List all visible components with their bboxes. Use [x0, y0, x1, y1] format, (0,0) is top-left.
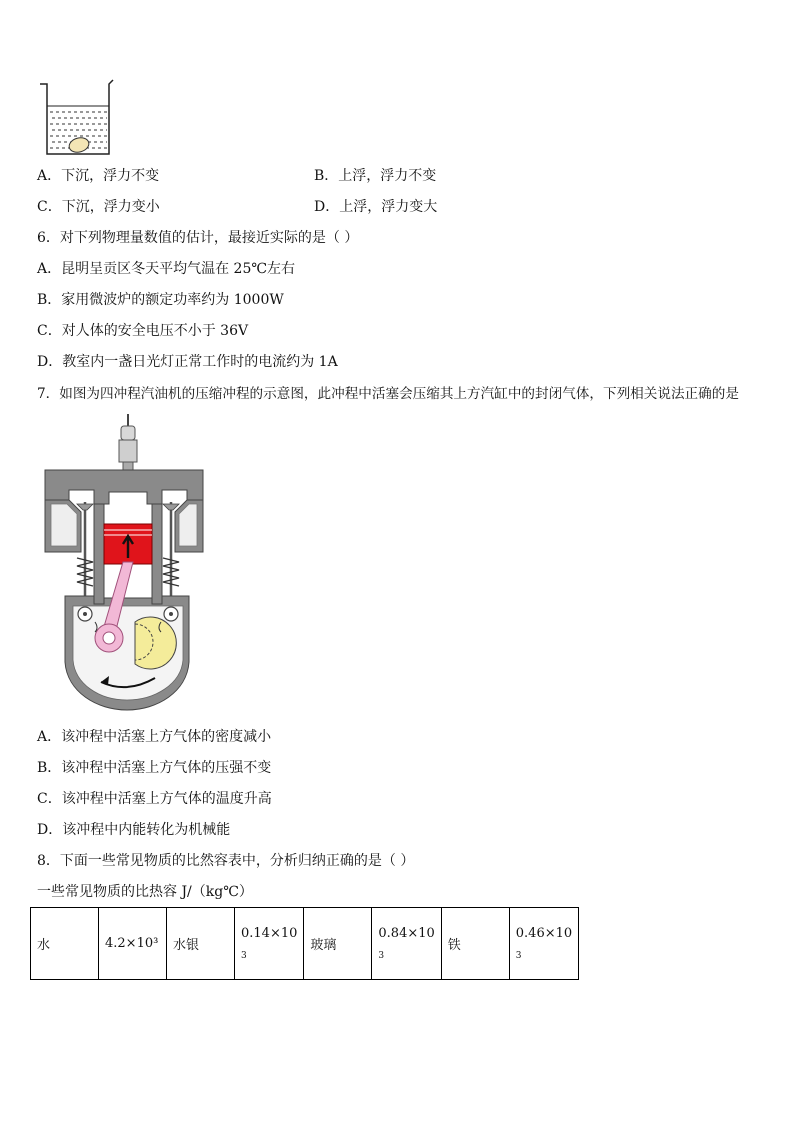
q8-stem: 8．下面一些常见物质的比然容表中，分析归纳正确的是（ ）: [37, 853, 415, 869]
q7-stem: 7．如图为四冲程汽油机的压缩冲程的示意图，此冲程中活塞会压缩其上方汽缸中的封闭气体，下列相关说法正确的是: [37, 386, 739, 402]
table-cell-name: 水: [31, 908, 99, 980]
table-cell-value: [372, 908, 441, 980]
q5-option-c: C．下沉，浮力变小: [37, 199, 160, 215]
q7-option-b: B．该冲程中活塞上方气体的压强不变: [37, 760, 272, 776]
table-cell-value: [235, 908, 304, 980]
q7-option-d: D．该冲程中内能转化为机械能: [37, 822, 231, 838]
q7-option-c: C．该冲程中活塞上方气体的温度升高: [37, 791, 272, 807]
q5-option-b: B．上浮，浮力不变: [314, 168, 437, 184]
table-row: [31, 908, 579, 980]
value-exponent: 3: [515, 950, 522, 961]
table-cell-value: [509, 908, 578, 980]
table-cell-name: 玻璃: [304, 908, 372, 980]
q6-option-c: C．对人体的安全电压不小于 36V: [37, 323, 249, 339]
egg-shape: [68, 136, 91, 155]
q6-stem: 6．对下列物理量数值的估计，最接近实际的是（ ）: [37, 230, 359, 246]
q6-option-d: D．教室内一盏日光灯正常工作时的电流约为 1A: [37, 354, 338, 370]
q5-option-a: A．下沉，浮力不变: [37, 168, 160, 184]
beaker-figure: [37, 78, 117, 158]
value-exponent: 3: [378, 950, 385, 961]
q6-option-a: A．昆明呈贡区冬天平均气温在 25℃左右: [37, 261, 296, 277]
specific-heat-table: [30, 907, 579, 980]
value-mantissa: 0.46×10: [515, 925, 573, 941]
value-mantissa: 0.14×10: [241, 925, 298, 941]
table-cell-name: 水银: [167, 908, 235, 980]
value-mantissa: 0.84×10: [378, 925, 435, 941]
q8-table-caption: 一些常见物质的比热容 J/（kg℃）: [37, 884, 253, 900]
engine-figure: [37, 412, 207, 714]
value-exponent: 3: [241, 950, 247, 961]
table-cell-value: 4.2×10³: [99, 908, 167, 980]
q5-option-d: D．上浮，浮力变大: [314, 199, 438, 215]
table-cell-name: 铁: [441, 908, 509, 980]
q6-option-b: B．家用微波炉的额定功率约为 1000W: [37, 292, 284, 308]
q7-option-a: A．该冲程中活塞上方气体的密度减小: [37, 729, 272, 745]
